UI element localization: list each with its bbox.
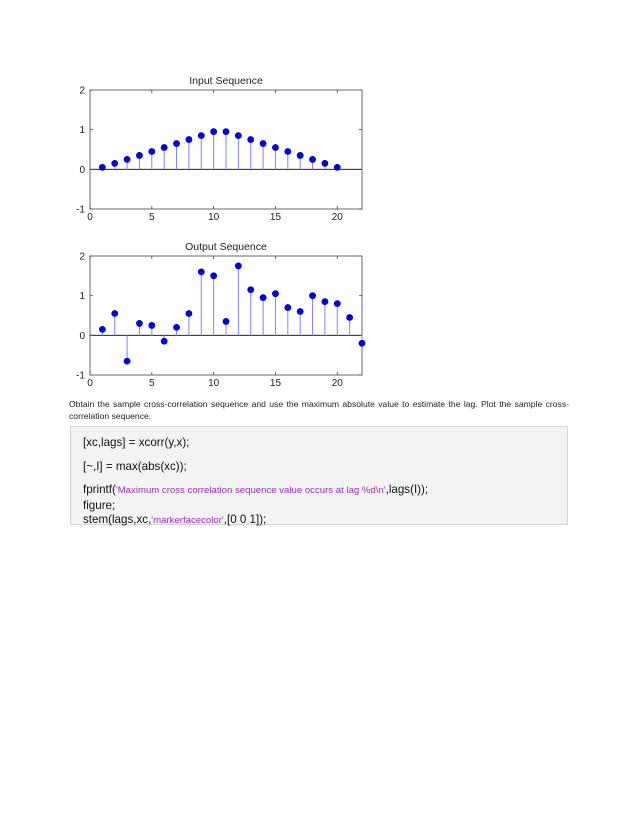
stem-marker — [272, 291, 278, 297]
stem-marker — [198, 133, 204, 139]
y-tick-label: 2 — [79, 251, 85, 263]
stem-marker — [173, 140, 179, 146]
stem-marker — [297, 308, 303, 314]
stem-marker — [112, 160, 118, 166]
stem-marker — [309, 293, 315, 299]
code-line-xcorr: [xc,lags] = xcorr(y,x); — [83, 436, 190, 449]
y-tick-label: 0 — [79, 330, 85, 342]
x-tick-label: 5 — [149, 378, 155, 388]
stem-marker — [347, 314, 353, 320]
code-line-max: [~,I] = max(abs(xc)); — [83, 459, 187, 473]
code-stem-args: ,[0 0 1]); — [223, 513, 267, 526]
stem-marker — [99, 164, 105, 170]
code-block — [70, 426, 568, 525]
stem-marker — [334, 164, 340, 170]
stem-marker — [136, 152, 142, 158]
code-line-figure: figure; — [83, 498, 116, 512]
y-tick-label: 2 — [79, 85, 85, 97]
stem-chart-svg — [60, 72, 370, 222]
x-tick-label: 20 — [331, 378, 343, 388]
stem-chart-svg — [60, 238, 370, 388]
stem-marker — [223, 129, 229, 135]
x-tick-label: 15 — [269, 212, 282, 222]
chart-title: Input Sequence — [189, 75, 263, 87]
stem-marker — [334, 301, 340, 307]
code-line-fprintf — [83, 483, 567, 499]
chart-title: Output Sequence — [185, 241, 267, 253]
y-tick-label: -1 — [76, 370, 85, 382]
stem-marker — [161, 338, 167, 344]
stem-marker — [285, 148, 291, 154]
stem-marker — [161, 144, 167, 150]
stem-marker — [211, 129, 217, 135]
x-tick-label: 5 — [149, 212, 155, 222]
stem-marker — [112, 310, 118, 316]
stem-marker — [124, 156, 130, 162]
stem-marker — [211, 273, 217, 279]
stem-marker — [186, 310, 192, 316]
y-tick-label: 0 — [79, 164, 85, 176]
x-tick-label: 10 — [208, 378, 220, 388]
x-tick-label: 0 — [87, 212, 93, 222]
stem-marker — [248, 136, 254, 142]
stem-marker — [322, 160, 328, 166]
code-fprintf-call: fprintf( — [83, 483, 116, 496]
axes-box — [90, 256, 362, 375]
stem-marker — [322, 299, 328, 305]
code-line-stem — [83, 513, 567, 529]
stem-marker — [186, 136, 192, 142]
stem-marker — [124, 358, 130, 364]
stem-marker — [260, 295, 266, 301]
stem-marker — [223, 318, 229, 324]
stem-marker — [149, 322, 155, 328]
stem-marker — [309, 156, 315, 162]
stem-marker — [285, 304, 291, 310]
x-tick-label: 15 — [269, 378, 282, 388]
input-sequence-plot — [60, 72, 370, 222]
output-sequence-plot — [60, 238, 370, 388]
code-fprintf-args: ,lags(I)); — [385, 483, 429, 496]
y-tick-label: 1 — [79, 291, 85, 303]
stem-marker — [272, 144, 278, 150]
y-tick-label: -1 — [76, 204, 85, 216]
stem-marker — [297, 152, 303, 158]
code-stem-call: stem(lags,xc, — [83, 513, 152, 526]
stem-marker — [136, 320, 142, 326]
x-tick-label: 0 — [87, 378, 93, 388]
stem-marker — [173, 324, 179, 330]
instruction-paragraph: Obtain the sample cross-correlation sequence and use the maximum absolute value to estimate the lag. Plot the sample cross-correlation sequence. — [69, 399, 569, 421]
stem-marker — [99, 326, 105, 332]
x-tick-label: 20 — [331, 212, 343, 222]
stem-marker — [198, 269, 204, 275]
stem-marker — [235, 263, 241, 269]
stem-marker — [260, 140, 266, 146]
stem-marker — [149, 148, 155, 154]
y-tick-label: 1 — [79, 125, 85, 137]
x-tick-label: 10 — [208, 212, 220, 222]
stem-marker — [248, 287, 254, 293]
code-fprintf-format-string: 'Maximum cross correlation sequence value occurs at lag %d\n' — [115, 485, 386, 496]
code-stem-option-string: 'markerfacecolor' — [151, 515, 224, 526]
stem-marker — [359, 340, 365, 346]
stem-marker — [235, 133, 241, 139]
